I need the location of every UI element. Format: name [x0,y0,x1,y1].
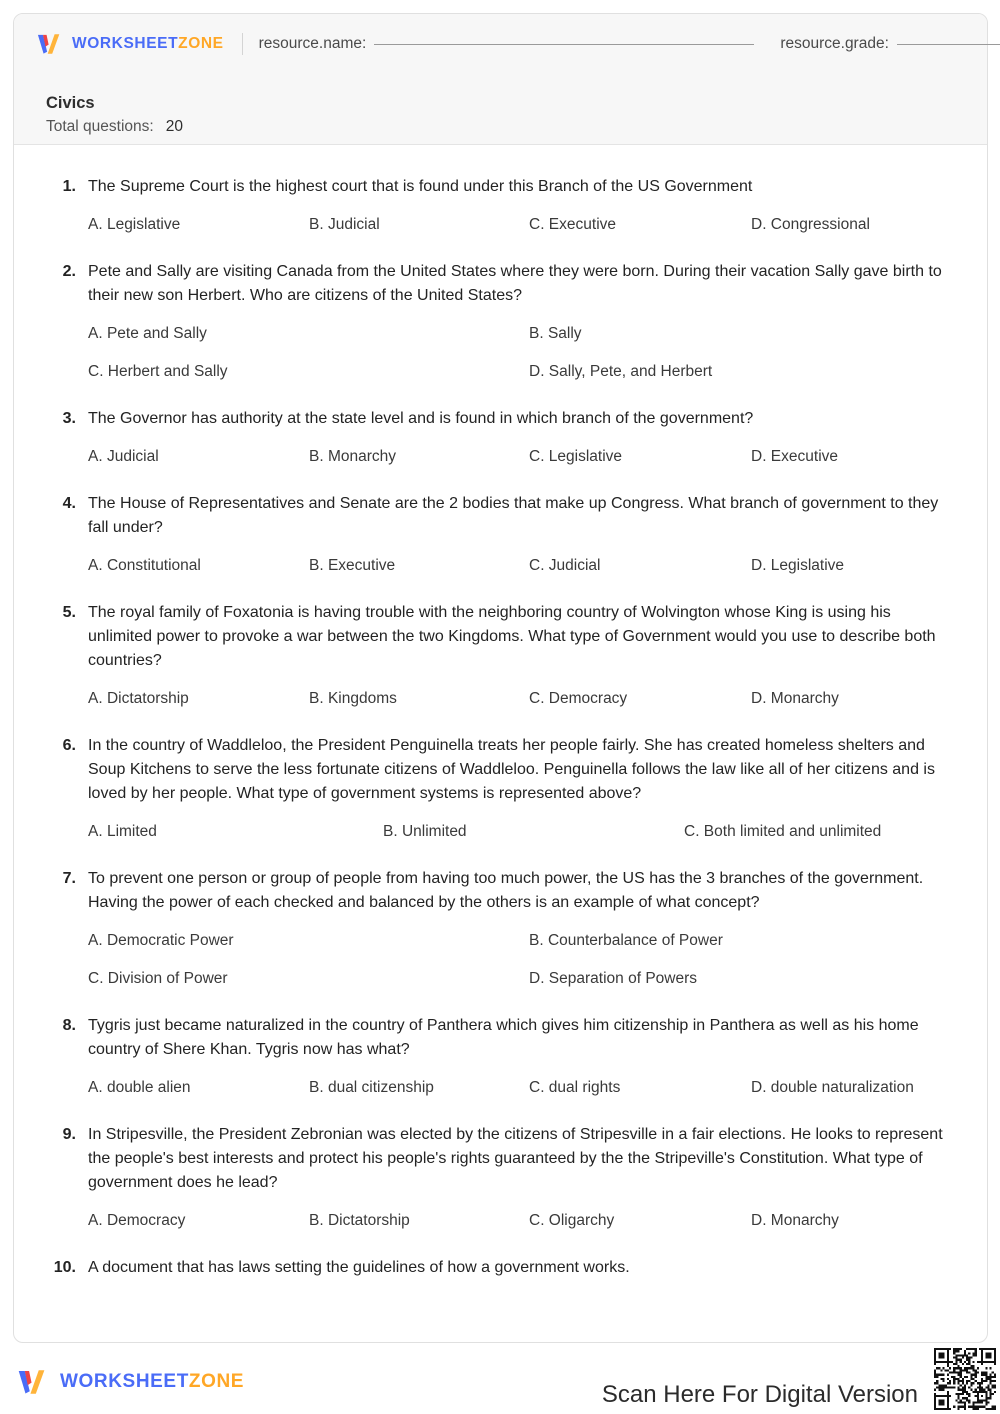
total-questions-label: Total questions: [46,118,154,136]
answer-option[interactable]: A. Constitutional [88,557,201,574]
brand-word-accent: ZONE [188,1371,245,1392]
answer-option[interactable]: C. Judicial [529,557,601,574]
question-number: 10. [53,1259,76,1276]
question-text: In the country of Waddleloo, the President Penguinella treats her people fairly. She has created homeless shelters and Soup Kitchens to serve the less fortunate citizens of Waddleloo. Penguinella follows the law like all of her citizens and is loved by her people. What type of government systems is represented above? [88,737,935,802]
answer-option[interactable]: B. Executive [309,557,396,574]
answer-options [88,555,957,577]
answer-option[interactable]: C. Oligarchy [529,1212,615,1229]
question-body [76,1123,957,1232]
answer-option[interactable]: D. Monarchy [751,1212,839,1229]
answer-options [88,1077,957,1099]
question-number: 2. [62,263,76,280]
answer-options [88,323,957,383]
question-body [76,260,957,383]
header-top-row [14,14,987,74]
question-number: 6. [62,737,76,754]
qr-code-icon[interactable] [929,1343,1000,1414]
question-item [44,260,957,383]
question-body [76,601,957,710]
worksheet-zone-w-mark-icon [14,1364,50,1400]
answer-option[interactable]: A. Legislative [88,216,181,233]
answer-option[interactable]: B. Dictatorship [309,1212,410,1229]
answer-option[interactable]: C. Executive [529,216,617,233]
question-text: The House of Representatives and Senate are the 2 bodies that make up Congress. What branch of government to they fall under? [88,495,939,536]
subject-title: Civics [46,94,95,112]
answer-option[interactable]: C. Herbert and Sally [88,363,228,380]
question-text: Pete and Sally are visiting Canada from the United States where they were born. During their vacation Sally gave birth to their new son Herbert. Who are citizens of the United States? [88,263,942,304]
question-number: 1. [62,178,76,195]
question-item [44,175,957,236]
brand-wordmark-footer [60,1371,244,1393]
answer-option[interactable]: B. Judicial [309,216,380,233]
resource-name-label: resource.name: [258,35,367,52]
question-item [44,734,957,843]
answer-option[interactable]: B. Sally [529,325,582,342]
question-body [76,734,957,843]
question-number: 4. [62,495,76,512]
answer-option[interactable]: A. Pete and Sally [88,325,207,342]
answer-option[interactable]: D. Sally, Pete, and Herbert [529,363,713,380]
answer-options [88,214,957,236]
answer-options [88,688,957,710]
resource-grade-input-line[interactable] [897,44,1000,45]
answer-option[interactable]: A. Dictatorship [88,690,189,707]
question-body [76,867,957,990]
answer-option[interactable]: D. Executive [751,448,839,465]
question-item [44,407,957,468]
total-questions-row [46,116,183,138]
total-questions-value: 20 [165,118,183,136]
question-item [44,601,957,710]
answer-option[interactable]: C. Democracy [529,690,628,707]
answer-option[interactable]: A. Democratic Power [88,932,234,949]
question-body [76,492,957,577]
answer-option[interactable]: C. Legislative [529,448,623,465]
brand-word-primary: WORKSHEET [60,1371,189,1392]
question-item [44,1256,957,1280]
qr-code-graphic [934,1348,996,1410]
question-body [76,1014,957,1099]
question-number: 5. [62,604,76,621]
question-item [44,492,957,577]
answer-option[interactable]: D. Monarchy [751,690,839,707]
question-body [76,1256,957,1280]
scan-here-text: Scan Here For Digital Version [601,1381,918,1408]
answer-option[interactable]: A. Judicial [88,448,159,465]
answer-option[interactable]: D. Congressional [751,216,870,233]
question-text: In Stripesville, the President Zebronian was elected by the citizens of Stripesville in a fair elections. He looks to represent the people's best interests and protect his people's rights guaranteed by the the Stripeville's Constitution. What type of government does he lead? [88,1126,943,1191]
answer-option[interactable]: C. Both limited and unlimited [684,823,882,840]
resource-grade-field[interactable] [780,35,1000,53]
question-text: The royal family of Foxatonia is having trouble with the neighboring country of Wolvington whose King is using his unlimited power to provoke a war between the two Kingdoms. What type of Government would you use to describe both countries? [88,604,936,669]
question-item [44,867,957,990]
answer-option[interactable]: B. dual citizenship [309,1079,434,1096]
answer-option[interactable]: A. Democracy [88,1212,186,1229]
worksheet-title-block [46,92,183,139]
answer-option[interactable]: B. Unlimited [383,823,467,840]
answer-option[interactable]: B. Monarchy [309,448,397,465]
question-text: The Governor has authority at the state level and is found in which branch of the government? [88,410,754,427]
question-item [44,1014,957,1099]
answer-option[interactable]: B. Kingdoms [309,690,397,707]
brand-word-primary: WORKSHEET [72,35,179,52]
question-text: To prevent one person or group of people from having too much power, the US has the 3 branches of the government. Having the power of each checked and balanced by the others is an example of what concept? [88,870,924,911]
answer-option[interactable]: D. Separation of Powers [529,970,698,987]
answer-option[interactable]: B. Counterbalance of Power [529,932,723,949]
question-number: 3. [62,410,76,427]
answer-options [88,446,957,468]
brand-word-accent: ZONE [178,35,224,52]
answer-option[interactable]: C. Division of Power [88,970,228,987]
worksheet-header [14,14,987,145]
header-divider [242,33,243,55]
answer-options [88,930,957,990]
question-number: 7. [62,870,76,887]
question-body [76,407,957,468]
answer-option[interactable]: C. dual rights [529,1079,621,1096]
worksheet-card [13,13,988,1343]
answer-option[interactable]: D. Legislative [751,557,845,574]
question-number: 9. [62,1126,76,1143]
answer-options [88,821,957,843]
question-text: Tygris just became naturalized in the country of Panthera which gives him citizenship in Panthera as well as his home country of Shere Khan. Tygris now has what? [88,1017,919,1058]
question-text: The Supreme Court is the highest court that is found under this Branch of the US Government [88,178,753,195]
answer-option[interactable]: A. double alien [88,1079,191,1096]
question-number: 8. [62,1017,76,1034]
worksheet-zone-w-mark-icon [34,29,64,59]
resource-grade-label: resource.grade: [780,35,889,52]
brand-logo-footer[interactable] [14,1364,244,1400]
answer-option[interactable]: A. Limited [88,823,157,840]
question-text: A document that has laws setting the guidelines of how a government works. [88,1259,630,1276]
answer-options [88,1210,957,1232]
brand-wordmark-header [72,35,224,53]
answer-option[interactable]: D. double naturalization [751,1079,914,1096]
brand-logo-header[interactable] [34,29,224,59]
question-list [14,145,987,1280]
question-item [44,1123,957,1232]
resource-name-field[interactable] [259,35,755,53]
resource-name-input-line[interactable] [374,44,754,45]
question-body [76,175,957,236]
